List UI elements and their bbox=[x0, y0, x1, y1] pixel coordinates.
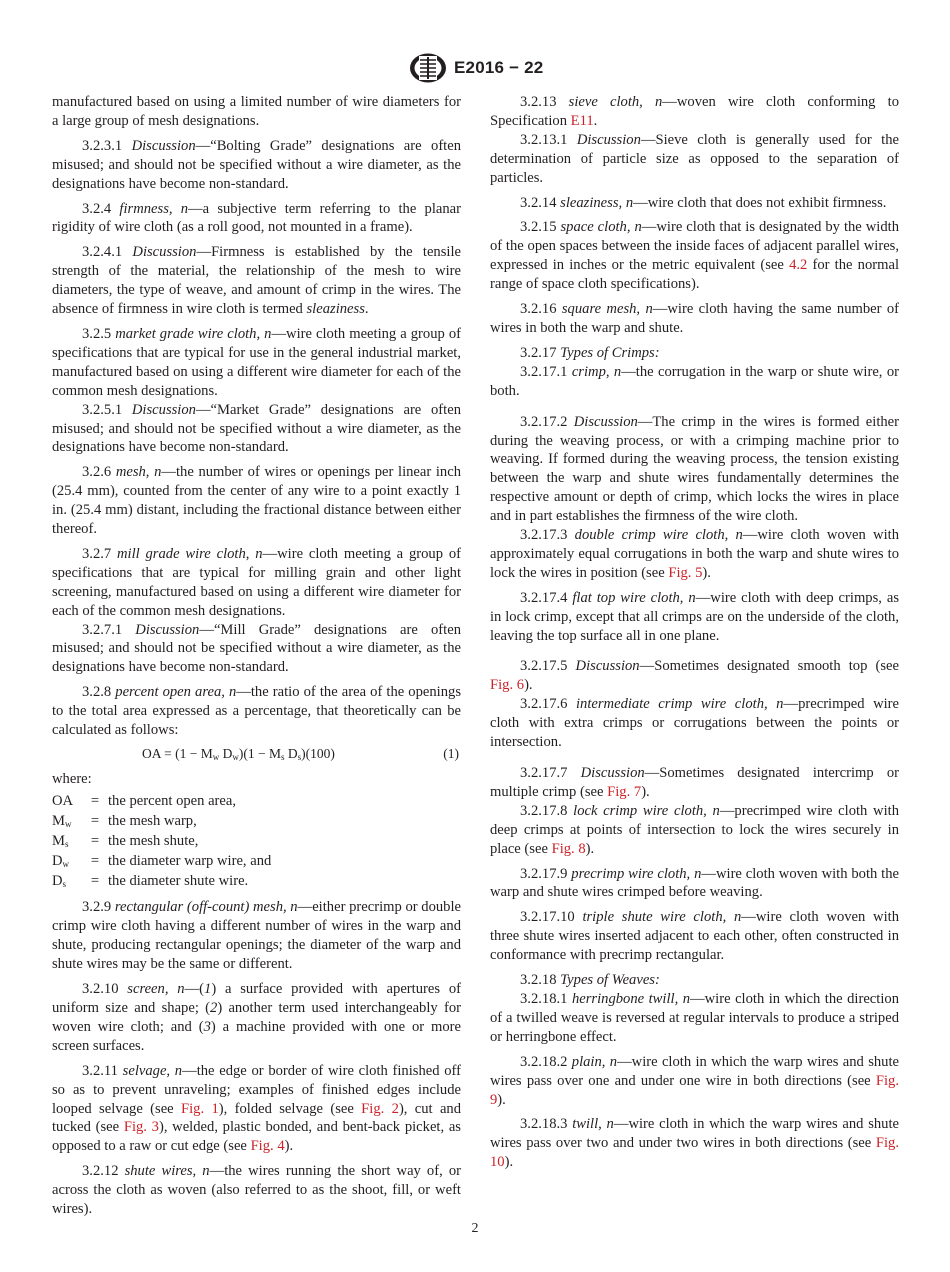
section-3-2-3-1: 3.2.3.1 Discussion—“Bolting Grade” designations are often misused; and should not be specified without a wire diameter, as the designations have become non-standard. bbox=[52, 137, 462, 192]
section-3-2-13: 3.2.13 sieve cloth, n—woven wire cloth conforming to Specification E11. bbox=[490, 94, 899, 129]
figure-link[interactable]: Fig. 5 bbox=[668, 564, 703, 581]
section-3-2-9: 3.2.9 rectangular (off-count) mesh, n—either precrimp or double crimp wire cloth having a different number of wires in the warp and shute, producing rectangular openings; the diameter of the warp and shute wires may be the same or different. bbox=[52, 899, 461, 973]
paragraph-continuation: manufactured based on using a limited number of wire diameters for a large group of mesh designations. bbox=[52, 94, 461, 129]
section-3-2-17-9: 3.2.17.9 precrimp wire cloth, n—wire cloth woven with both the warp and shute wires crimped before weaving. bbox=[490, 865, 899, 901]
definition-row: $M_w$ = the mesh warp, bbox=[52, 812, 197, 829]
definition-row: $D_s$ = the diameter shute wire. bbox=[52, 872, 249, 889]
section-3-2-18: 3.2.18 Types of Weaves: bbox=[520, 972, 660, 989]
section-3-2-16: 3.2.16 square mesh, n—wire cloth having the same number of wires in both the warp and shute. bbox=[490, 301, 900, 336]
standard-link[interactable]: E11 bbox=[570, 112, 594, 129]
figure-link[interactable]: Fig. 2 bbox=[361, 1100, 399, 1117]
figure-link[interactable]: Fig. 10 bbox=[490, 1135, 899, 1171]
section-link[interactable]: 4.2 bbox=[789, 257, 808, 274]
section-3-2-17-3: 3.2.17.3 double crimp wire cloth, n—wire cloth woven with approximately equal corrugations in both the warp and shute wires to lock the wires in position (see Fig. 5). bbox=[490, 527, 899, 581]
figure-link[interactable]: Fig. 6 bbox=[490, 677, 525, 694]
where-label: where: bbox=[52, 771, 92, 787]
section-3-2-8: 3.2.8 percent open area, n—the ratio of the area of the openings to the total area expressed as a percentage, that theoretically can be calculated as follows: bbox=[52, 684, 461, 739]
section-3-2-10: 3.2.10 screen, n—(1) a surface provided with apertures of uniform size and shape; (2) another term used interchangeably for woven wire cloth; and (3) a machine provided with one or more screen surfaces. bbox=[52, 981, 461, 1054]
section-3-2-18-1: 3.2.18.1 herringbone twill, n—wire cloth in which the direction of a twilled weave is reversed at regular intervals to produce a striped or herringbone effect. bbox=[490, 990, 899, 1045]
figure-link[interactable]: Fig. 3 bbox=[123, 1119, 159, 1136]
section-3-2-17-6: 3.2.17.6 intermediate crimp wire cloth, n—precrimped wire cloth with extra crimps or corrugations between the points or intersection. bbox=[490, 696, 899, 751]
equation-formula: OA = ($1 - M_w$ $D_w)(1 - M_s$ $D_s)(100)$ bbox=[142, 746, 335, 762]
document-number: E2016 − 22 bbox=[454, 58, 544, 77]
definition-row: $D_w$ = the diameter warp wire, and bbox=[52, 852, 272, 869]
section-3-2-7-1: 3.2.7.1 Discussion—“Mill Grade” designations are often misused; and should not be specified without a wire diameter, as the designations have become non-standard. bbox=[52, 621, 461, 676]
section-3-2-4-1: 3.2.4.1 Discussion—Firmness is established by the tensile strength of the material, the relationship of the mesh to wire diameters, the type of weave, and amount of crimp in the wires. The absence of firmness in wire cloth is termed sleaziness. bbox=[52, 244, 461, 318]
page-header bbox=[0, 52, 950, 86]
section-3-2-5-1: 3.2.5.1 Discussion—“Market Grade” designations are often misused; and should not be specified without a wire diameter, as the designations have become non-standard. bbox=[52, 401, 462, 456]
figure-link[interactable]: Fig. 7 bbox=[607, 783, 642, 800]
definition-row: OA = the percent open area, bbox=[52, 792, 237, 809]
section-3-2-7: 3.2.7 mill grade wire cloth, n—wire cloth meeting a group of specifications that are typical for milling grain and other light screening, manufactured based on using a different wire diameter for each of the common mesh designations. bbox=[52, 545, 461, 619]
section-3-2-17-5: 3.2.17.5 Discussion—Sometimes designated smooth top (see Fig. 6). bbox=[490, 658, 899, 694]
section-3-2-17-1: 3.2.17.1 crimp, n—the corrugation in the warp or shute wire, or both. bbox=[490, 363, 899, 399]
section-3-2-17: 3.2.17 Types of Crimps: bbox=[520, 344, 660, 361]
section-3-2-6: 3.2.6 mesh, n—the number of wires or openings per linear inch (25.4 mm), counted from the center of any wire to a point exactly 1 in. (25.4 mm) distant, including the fractional distance between either thereof. bbox=[52, 464, 461, 538]
section-3-2-17-2: 3.2.17.2 Discussion—The crimp in the wires is formed either during the weaving process, or with a crimping machine prior to weaving. If formed during the weaving process, the tension existing between the warp and shute wires fundamentally determines the respective amount or depth of crimp, which locks the wires in place and in part establishes the firmness of the wire cloth. bbox=[490, 413, 900, 525]
section-3-2-18-3: 3.2.18.3 twill, n—wire cloth in which the warp wires and shute wires pass over two and under two wires in both directions (see Fig. 10). bbox=[490, 1116, 900, 1171]
section-3-2-14: 3.2.14 sleaziness, n—wire cloth that does not exhibit firmness. bbox=[520, 194, 887, 211]
figure-link[interactable]: Fig. 1 bbox=[181, 1100, 219, 1117]
equation-variable-definitions bbox=[52, 793, 271, 893]
left-column bbox=[52, 93, 461, 1225]
astm-logo-icon bbox=[408, 52, 448, 84]
definition-row: $M_s$ = the mesh shute, bbox=[52, 832, 199, 849]
section-3-2-17-8: 3.2.17.8 lock crimp wire cloth, n—precrimped wire cloth with deep crimps at points of intersection to lock the wires securely in place (see Fig. 8). bbox=[490, 802, 899, 857]
section-3-2-5: 3.2.5 market grade wire cloth, n—wire cloth meeting a group of specifications that are typical for use in the general industrial market, manufactured based on using a different wire diameter for each of the common mesh designations. bbox=[52, 325, 461, 399]
section-3-2-13-1: 3.2.13.1 Discussion—Sieve cloth is generally used for the determination of particle size as opposed to the separation of particles. bbox=[490, 131, 899, 186]
section-3-2-15: 3.2.15 space cloth, n—wire cloth that is designated by the width of the open spaces between the inside faces of adjacent parallel wires, expressed in inches or the metric equivalent (see 4.2 for the normal range of space cloth specifications). bbox=[490, 219, 900, 293]
section-3-2-4: 3.2.4 firmness, n—a subjective term referring to the planar rigidity of wire cloth (as a roll good, not mounted in a frame). bbox=[52, 200, 461, 236]
open-area-equation bbox=[52, 742, 461, 766]
right-column bbox=[490, 93, 899, 1178]
section-3-2-11: 3.2.11 selvage, n—the edge or border of wire cloth finished off so as to prevent unraveling; examples of finished edges include looped selvage (see Fig. 1), folded selvage (see Fig. 2), cut and tucked (see Fig. 3), welded, plastic bonded, and bent-back picket, as opposed to a raw or cut edge (see Fig. 4). bbox=[52, 1062, 462, 1155]
section-3-2-17-7: 3.2.17.7 Discussion—Sometimes designated intercrimp or multiple crimp (see Fig. 7). bbox=[490, 765, 899, 800]
section-3-2-18-2: 3.2.18.2 plain, n—wire cloth in which the warp wires and shute wires pass over one and under one wire in both directions (see Fig. 9). bbox=[490, 1053, 900, 1108]
section-3-2-17-10: 3.2.17.10 triple shute wire cloth, n—wire cloth woven with three shute wires inserted adjacent to each other, often constructed in conformance with precrimp rectangular. bbox=[490, 909, 899, 964]
page-number: 2 bbox=[471, 1221, 479, 1236]
figure-link[interactable]: Fig. 8 bbox=[551, 840, 586, 857]
equation-number: (1) bbox=[443, 746, 459, 761]
section-3-2-12: 3.2.12 shute wires, n—the wires running the short way of, or across the cloth as woven (also referred to as the shoot, fill, or weft wires). bbox=[52, 1163, 461, 1218]
figure-link[interactable]: Fig. 9 bbox=[490, 1072, 899, 1108]
section-3-2-17-4: 3.2.17.4 flat top wire cloth, n—wire cloth with deep crimps, as in lock crimp, except that all crimps are on the underside of the cloth, leaving the top surface all in one plane. bbox=[490, 589, 900, 644]
figure-link[interactable]: Fig. 4 bbox=[250, 1138, 285, 1155]
